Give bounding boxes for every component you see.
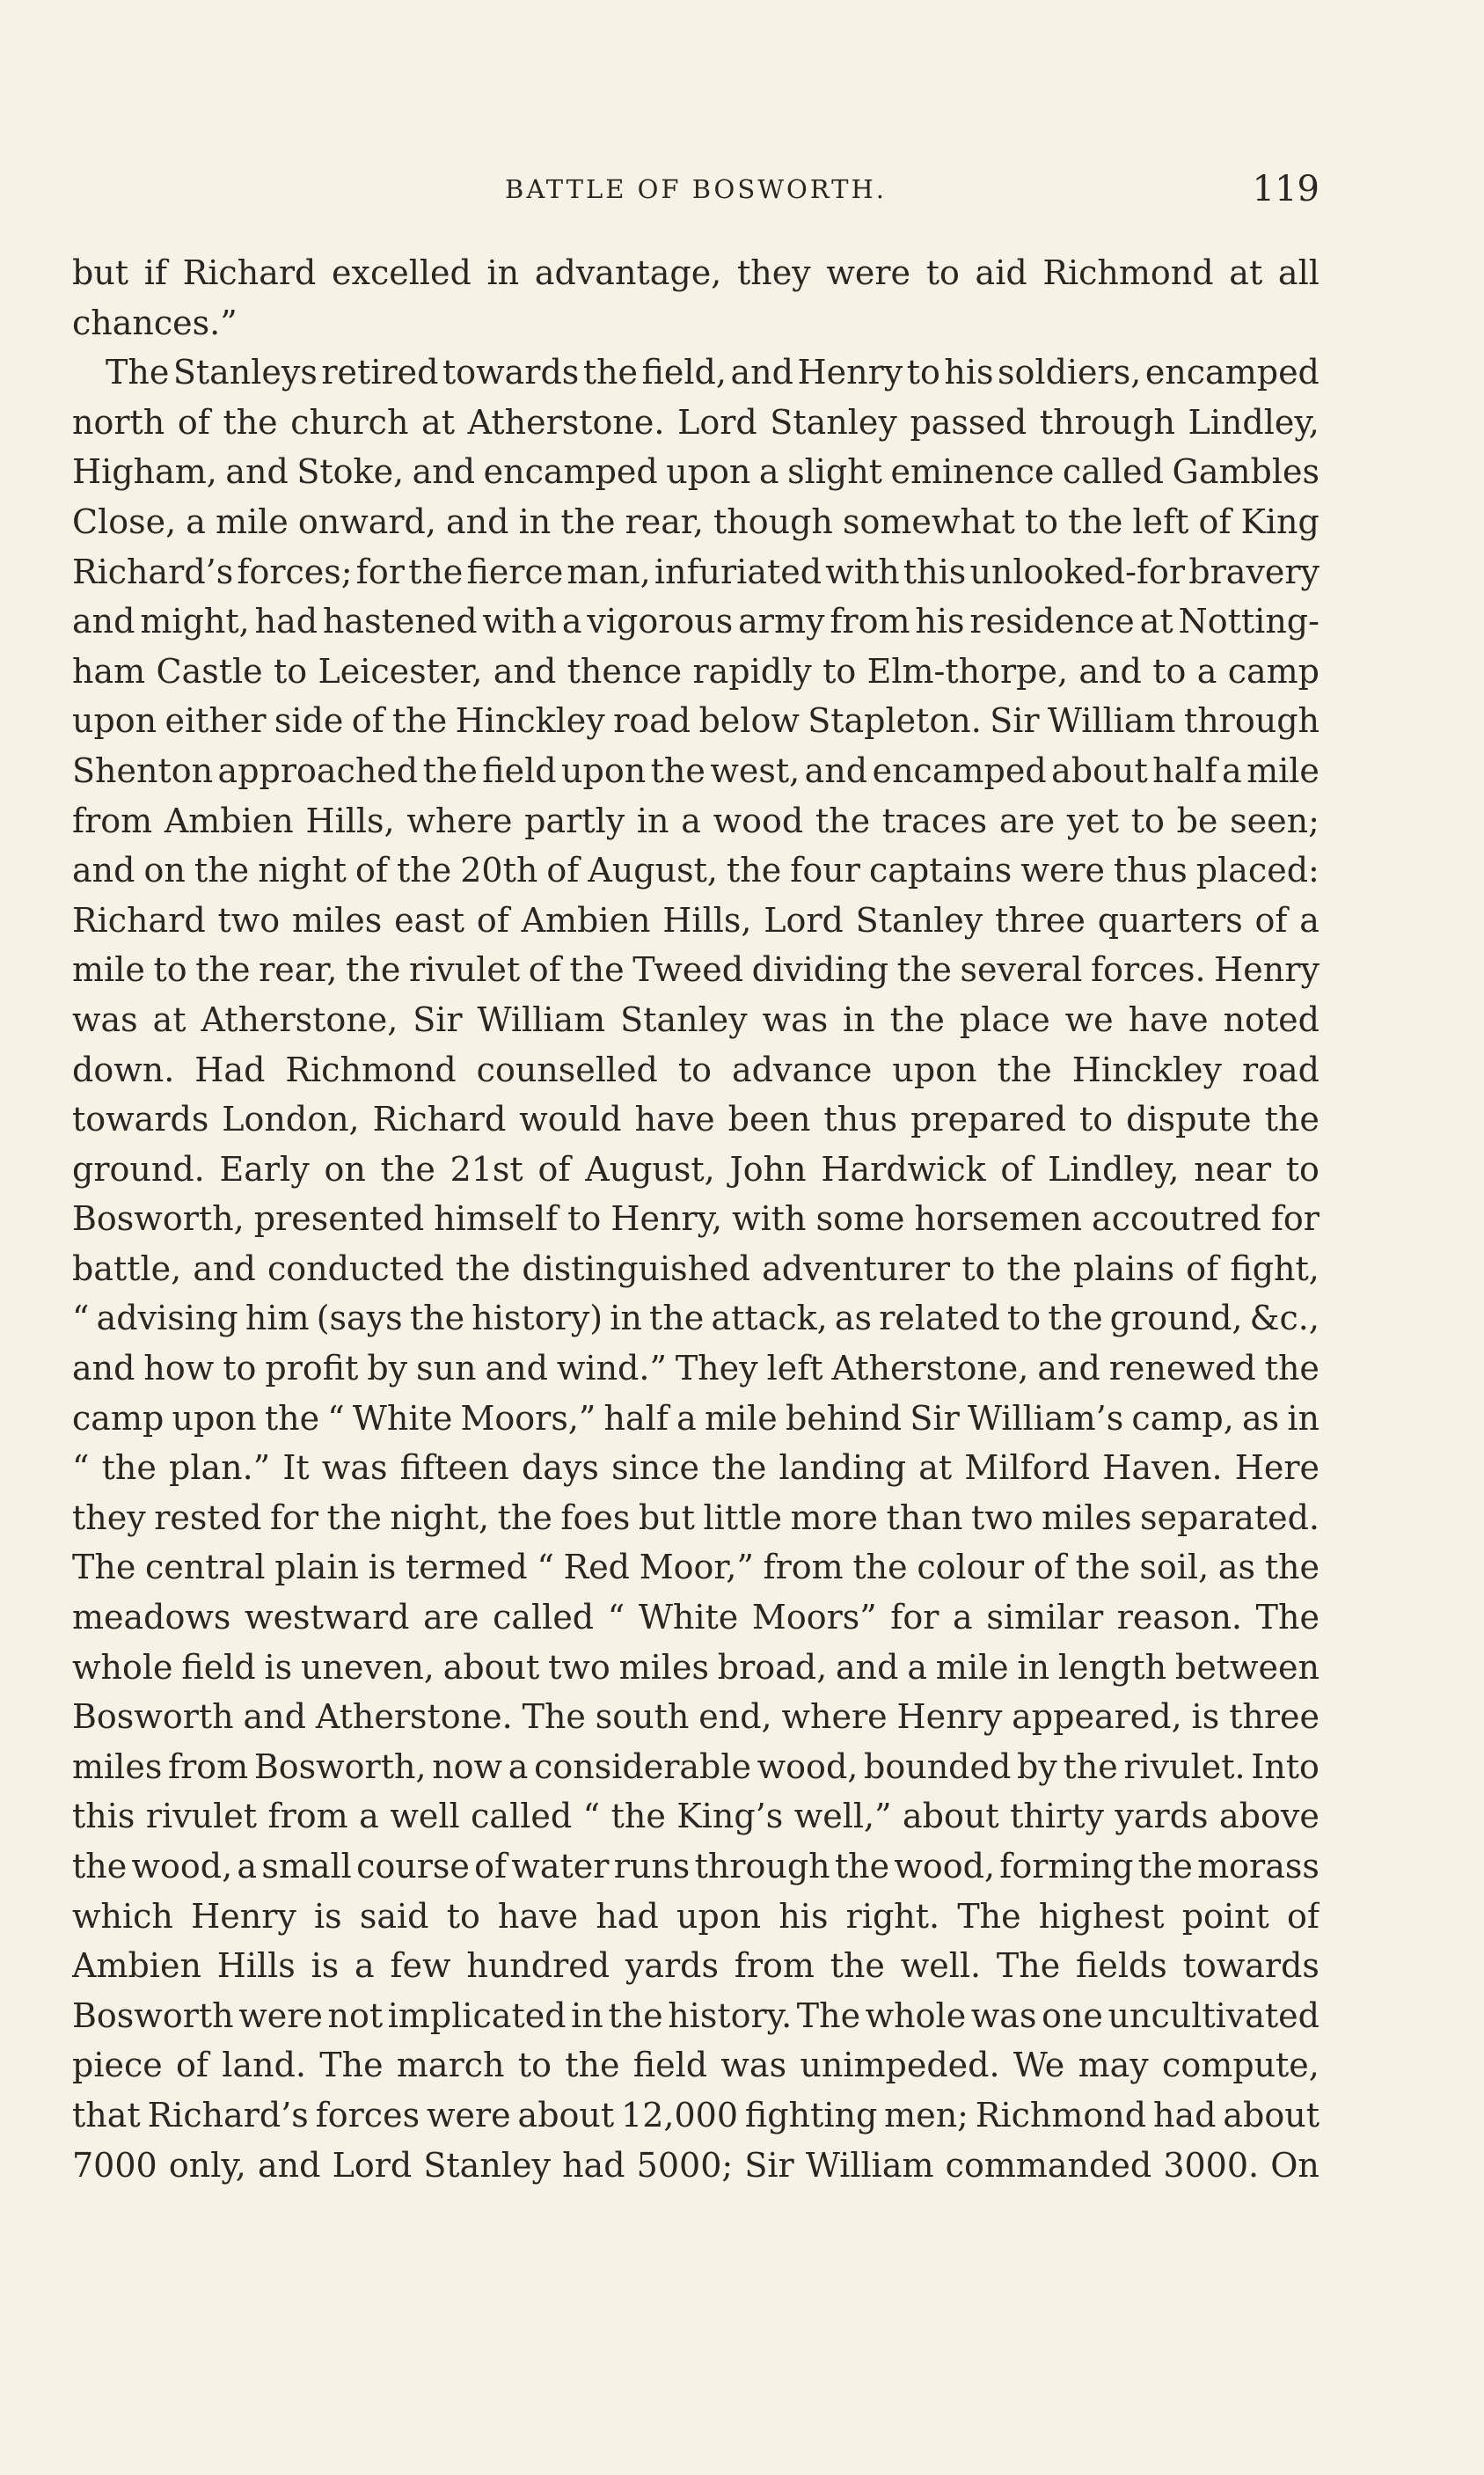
text-line: and how to profit by sun and wind.” They left Atherstone, and renewed the [72, 1349, 1320, 1388]
text-line: “ advising him (says the history) in the attack, as related to the ground, &c., [72, 1299, 1320, 1338]
text-line: Shenton approached the field upon the west, and encamped about half a mile [72, 751, 1320, 790]
text-line: they rested for the night, the foes but little more than two miles separated. [72, 1497, 1320, 1537]
text-line: Higham, and Stoke, and encamped upon a slight eminence called Gambles [72, 452, 1320, 492]
text-line: battle, and conducted the distinguished adventurer to the plains of fight, [72, 1248, 1320, 1288]
text-line: was at Atherstone, Sir William Stanley was in the place we have noted [72, 1000, 1320, 1039]
text-line: Richard two miles east of Ambien Hills, Lord Stanley three quarters of a [72, 900, 1320, 940]
page-header [72, 169, 1320, 227]
text-line: 7000 only, and Lord Stanley had 5000; Sir William commanded 3000. On [72, 2145, 1320, 2185]
text-line: and might, had hastened with a vigorous army from his residence at Notting- [72, 602, 1320, 641]
text-line: which Henry is said to have had upon his right. The highest point of [72, 1896, 1320, 1936]
text-line: camp upon the “ White Moors,” half a mile behind Sir William’s camp, as in [72, 1398, 1320, 1438]
text-line: Ambien Hills is a few hundred yards from the well. The fields towards [72, 1946, 1320, 1986]
running-title: BATTLE OF BOSWORTH. [505, 174, 887, 204]
text-line: whole field is uneven, about two miles broad, and a mile in length between [72, 1647, 1320, 1687]
text-line: Bosworth, presented himself to Henry, with some horsemen accoutred for [72, 1199, 1320, 1239]
text-line: and on the night of the 20th of August, the four captains were thus placed: [72, 851, 1320, 890]
text-line: Close, a mile onward, and in the rear, though somewhat to the left of King [72, 502, 1320, 541]
text-line: chances.” [72, 303, 238, 342]
text-line: ground. Early on the 21st of August, John Hardwick of Lindley, near to [72, 1149, 1320, 1189]
text-line: The central plain is termed “ Red Moor,” from the colour of the soil, as the [72, 1548, 1320, 1587]
text-line: upon either side of the Hinckley road below Stapleton. Sir William through [72, 701, 1320, 741]
paragraph [72, 248, 1320, 348]
text-line: but if Richard excelled in advantage, they were to aid Richmond at all [72, 253, 1320, 292]
text-line: down. Had Richmond counselled to advance upon the Hinckley road [72, 1050, 1320, 1089]
text-line: ham Castle to Leicester, and thence rapidly to Elm-thorpe, and to a camp [72, 651, 1320, 691]
page-number: 119 [1252, 169, 1320, 209]
text-line: piece of land. The march to the field was unimpeded. We may compute, [72, 2046, 1320, 2085]
paragraph [72, 348, 1320, 2190]
text-line: Bosworth were not implicated in the history. The whole was one uncultivated [72, 1995, 1320, 2035]
text-line: towards London, Richard would have been thus prepared to dispute the [72, 1100, 1320, 1139]
text-line: from Ambien Hills, where partly in a wood the traces are yet to be seen; [72, 801, 1320, 840]
text-line: mile to the rear, the rivulet of the Tweed dividing the several forces. Henry [72, 950, 1320, 990]
text-line: miles from Bosworth, now a considerable wood, bounded by the rivulet. Into [72, 1746, 1320, 1786]
text-line: meadows westward are called “ White Moors” for a similar reason. The [72, 1598, 1320, 1637]
body-text [72, 248, 1320, 2190]
text-line: “ the plan.” It was fifteen days since the landing at Milford Haven. Here [72, 1448, 1320, 1488]
text-line: Bosworth and Atherstone. The south end, where Henry appeared, is three [72, 1697, 1320, 1737]
text-line: north of the church at Atherstone. Lord Stanley passed through Lindley, [72, 402, 1320, 442]
text-line: The Stanleys retired towards the field, and Henry to his soldiers, encamped [106, 353, 1320, 392]
text-line: Richard’s forces; for the fierce man, infuriated with this unlooked-for bravery [72, 552, 1320, 591]
text-line: that Richard’s forces were about 12,000 fighting men; Richmond had about [72, 2095, 1320, 2135]
text-line: this rivulet from a well called “ the King’s well,” about thirty yards above [72, 1797, 1320, 1836]
text-line: the wood, a small course of water runs through the wood, forming the morass [72, 1847, 1320, 1886]
